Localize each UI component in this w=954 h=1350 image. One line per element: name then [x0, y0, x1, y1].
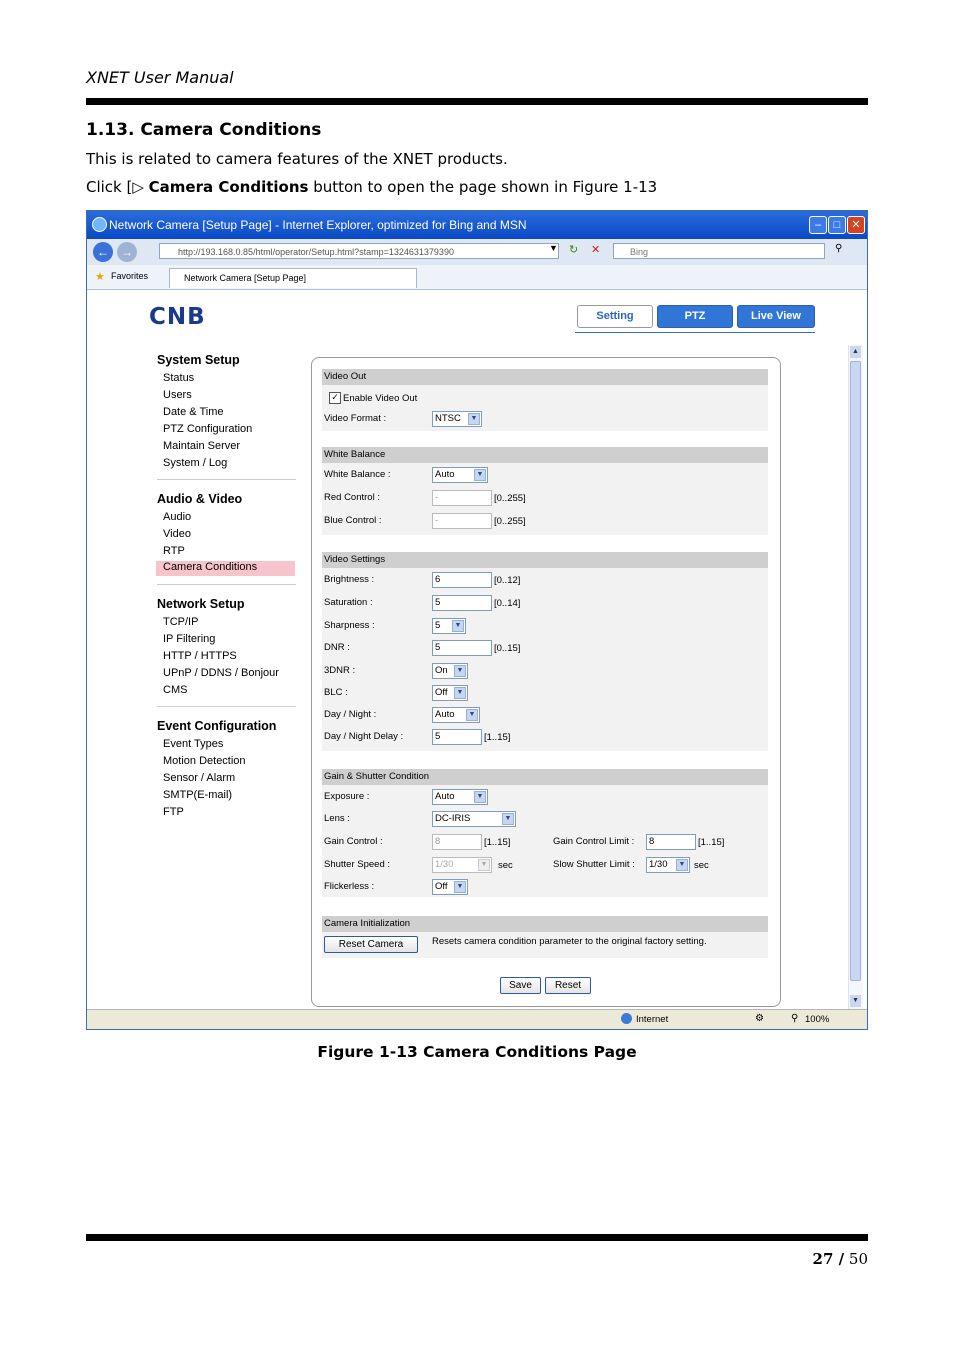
- sidebar-item-maintain-server[interactable]: Maintain Server: [163, 440, 241, 452]
- chevron-down-icon: ▼: [454, 881, 466, 893]
- search-box[interactable]: Bing: [613, 243, 825, 259]
- lens-value: DC-IRIS: [435, 813, 471, 824]
- gain-control-limit-label: Gain Control Limit :: [553, 836, 635, 847]
- scroll-thumb[interactable]: [850, 361, 861, 981]
- exposure-label: Exposure :: [324, 791, 370, 802]
- close-icon[interactable]: ✕: [847, 216, 865, 234]
- day-night-delay-input[interactable]: 5: [432, 729, 482, 745]
- section-video-settings: [322, 552, 768, 751]
- sidebar-item-sensor-alarm[interactable]: Sensor / Alarm: [163, 772, 236, 784]
- section-header: Camera Initialization: [322, 916, 768, 932]
- gain-control-label: Gain Control :: [324, 836, 383, 847]
- protected-mode-icon[interactable]: ⚙: [755, 1013, 764, 1024]
- shutter-speed-label: Shutter Speed :: [324, 859, 391, 870]
- nav-ptz-button[interactable]: PTZ: [657, 305, 733, 328]
- sidebar-group-event-configuration: Event Configuration: [157, 719, 277, 733]
- saturation-input[interactable]: 5: [432, 595, 492, 611]
- back-icon[interactable]: ←: [93, 242, 113, 262]
- nav-live-view-button[interactable]: Live View: [737, 305, 815, 328]
- white-balance-value: Auto: [435, 469, 455, 480]
- sidebar-group-network-setup: Network Setup: [157, 597, 245, 611]
- setup-page: [91, 291, 863, 1007]
- slow-shutter-unit: sec: [694, 860, 709, 871]
- camera-conditions-panel: [311, 357, 781, 1007]
- nav-underline: [575, 332, 815, 333]
- section-header: White Balance: [322, 447, 768, 463]
- blc-value: Off: [435, 687, 448, 698]
- white-balance-select[interactable]: [432, 467, 488, 483]
- chevron-down-icon: ▼: [474, 791, 486, 803]
- chevron-down-icon: ▼: [474, 469, 486, 481]
- sidebar-item-motion-detection[interactable]: Motion Detection: [163, 755, 246, 767]
- intro-text: This is related to camera features of the XNET products.: [86, 150, 508, 168]
- chevron-down-icon: ▼: [452, 620, 464, 632]
- red-control-label: Red Control :: [324, 492, 380, 503]
- sidebar-item-tcpip[interactable]: TCP/IP: [163, 616, 199, 628]
- sidebar-item-status[interactable]: Status: [163, 372, 195, 384]
- section-camera-initialization: [322, 916, 768, 958]
- 3dnr-select[interactable]: [432, 663, 468, 679]
- dnr-input[interactable]: 5: [432, 640, 492, 656]
- section-title: 1.13. Camera Conditions: [86, 120, 322, 140]
- sidebar-item-smtp[interactable]: SMTP(E-mail): [163, 789, 233, 801]
- lens-select[interactable]: [432, 811, 516, 827]
- window-title: Network Camera [Setup Page] - Internet Explorer, optimized for Bing and MSN: [109, 218, 527, 232]
- save-button[interactable]: Save: [500, 977, 541, 994]
- page-number: [700, 1250, 868, 1268]
- sidebar-item-video[interactable]: Video: [163, 528, 191, 540]
- footer-rule: [86, 1234, 868, 1241]
- page-scrollbar[interactable]: [848, 345, 863, 1009]
- sidebar-item-cms[interactable]: CMS: [163, 684, 188, 696]
- chevron-down-icon: ▼: [468, 413, 480, 425]
- blc-select[interactable]: [432, 685, 468, 701]
- flickerless-select[interactable]: [432, 879, 468, 895]
- gain-control-input[interactable]: 8: [432, 834, 482, 850]
- zoom-icon[interactable]: ⚲: [791, 1013, 799, 1024]
- saturation-label: Saturation :: [324, 597, 373, 608]
- sidebar-group-system-setup: System Setup: [157, 353, 240, 367]
- header-rule: [86, 98, 868, 105]
- shutter-speed-unit: sec: [498, 860, 513, 871]
- blue-control-label: Blue Control :: [324, 515, 382, 526]
- slow-shutter-limit-value: 1/30: [649, 859, 668, 870]
- forward-icon[interactable]: →: [117, 242, 137, 262]
- globe-icon: [621, 1013, 632, 1024]
- day-night-label: Day / Night :: [324, 709, 377, 720]
- sidebar-item-http-https[interactable]: HTTP / HTTPS: [163, 650, 237, 662]
- sidebar-item-audio[interactable]: Audio: [163, 511, 192, 523]
- click-suffix: button to open the page shown in Figure 1-13: [308, 178, 658, 196]
- red-control-input[interactable]: -: [432, 490, 492, 506]
- favorites-button[interactable]: Favorites: [111, 271, 149, 281]
- page-total: 50: [848, 1250, 868, 1268]
- click-prefix: Click [▷: [86, 178, 149, 196]
- video-format-select[interactable]: [432, 411, 482, 427]
- lens-label: Lens :: [324, 813, 350, 824]
- exposure-select[interactable]: [432, 789, 488, 805]
- browser-statusbar: [87, 1009, 867, 1030]
- blc-label: BLC :: [324, 687, 348, 698]
- maximize-icon[interactable]: □: [828, 216, 846, 234]
- click-instruction: [86, 178, 657, 196]
- red-control-range: [0..255]: [494, 493, 526, 504]
- section-header: Gain & Shutter Condition: [322, 769, 768, 785]
- sidebar-divider: [157, 706, 296, 707]
- ie-logo-icon: [92, 217, 107, 232]
- chevron-down-icon: ▼: [454, 665, 466, 677]
- section-header: Video Settings: [322, 552, 768, 568]
- status-zone: Internet: [636, 1014, 669, 1025]
- white-balance-label: White Balance :: [324, 469, 391, 480]
- sharpness-label: Sharpness :: [324, 620, 375, 631]
- chevron-down-icon: ▼: [454, 687, 466, 699]
- figure-caption: Figure 1-13 Camera Conditions Page: [317, 1043, 637, 1061]
- shutter-speed-value: 1/30: [435, 859, 454, 870]
- reset-button[interactable]: Reset: [545, 977, 591, 994]
- page-current: 27 /: [812, 1250, 845, 1268]
- sharpness-value: 5: [435, 620, 441, 631]
- enable-video-out-checkbox[interactable]: ✓: [329, 392, 341, 404]
- day-night-value: Auto: [435, 709, 455, 720]
- flickerless-value: Off: [435, 881, 448, 892]
- sidebar-item-upnp[interactable]: UPnP / DDNS / Bonjour: [163, 667, 279, 679]
- 3dnr-label: 3DNR :: [324, 665, 356, 676]
- manual-header: XNET User Manual: [86, 68, 234, 87]
- browser-screenshot: [86, 210, 868, 1030]
- flickerless-label: Flickerless :: [324, 881, 375, 892]
- 3dnr-value: On: [435, 665, 448, 676]
- reset-camera-button[interactable]: Reset Camera: [324, 936, 418, 953]
- chevron-down-icon: ▼: [466, 709, 478, 721]
- minimize-icon[interactable]: –: [809, 216, 827, 234]
- sidebar-divider: [157, 584, 296, 585]
- brightness-range: [0..12]: [494, 575, 521, 586]
- zoom-level[interactable]: 100%: [805, 1014, 830, 1025]
- scroll-up-icon[interactable]: ▲: [850, 346, 861, 358]
- sharpness-select[interactable]: [432, 618, 466, 634]
- favorites-row: [87, 265, 867, 290]
- exposure-value: Auto: [435, 791, 455, 802]
- blue-control-input[interactable]: -: [432, 513, 492, 529]
- gain-control-limit-input[interactable]: 8: [646, 834, 696, 850]
- brightness-input[interactable]: 6: [432, 572, 492, 588]
- chevron-down-icon: ▼: [676, 859, 688, 871]
- sidebar-item-users[interactable]: Users: [163, 389, 192, 401]
- browser-tab[interactable]: Network Camera [Setup Page]: [169, 268, 417, 288]
- gain-control-limit-range: [1..15]: [698, 837, 725, 848]
- gain-control-range: [1..15]: [484, 837, 511, 848]
- brightness-label: Brightness :: [324, 574, 375, 585]
- slow-shutter-limit-label: Slow Shutter Limit :: [553, 859, 635, 870]
- sidebar-item-ftp[interactable]: FTP: [163, 806, 184, 818]
- nav-setting-button[interactable]: Setting: [577, 305, 653, 328]
- saturation-range: [0..14]: [494, 598, 521, 609]
- sidebar-item-ptz-configuration[interactable]: PTZ Configuration: [163, 423, 253, 435]
- address-dropdown-icon[interactable]: ▼: [549, 243, 558, 253]
- day-night-delay-range: [1..15]: [484, 732, 511, 743]
- sidebar-item-system-log[interactable]: System / Log: [163, 457, 228, 469]
- video-format-value: NTSC: [435, 413, 461, 424]
- dnr-label: DNR :: [324, 642, 350, 653]
- sidebar-item-date-time[interactable]: Date & Time: [163, 406, 224, 418]
- reset-camera-description: Resets camera condition parameter to the original factory setting.: [432, 936, 707, 947]
- enable-video-out-label: Enable Video Out: [343, 393, 418, 404]
- chevron-down-icon: ▼: [502, 813, 514, 825]
- address-bar[interactable]: http://193.168.0.85/html/operator/Setup.html?stamp=1324631379390: [159, 243, 559, 259]
- slow-shutter-limit-select[interactable]: [646, 857, 690, 873]
- sidebar-item-event-types[interactable]: Event Types: [163, 738, 224, 750]
- window-titlebar: [87, 211, 867, 239]
- scroll-down-icon[interactable]: ▼: [850, 995, 861, 1007]
- video-format-label: Video Format :: [324, 413, 387, 424]
- cnb-logo: CNB: [149, 304, 206, 330]
- sidebar-item-camera-conditions[interactable]: Camera Conditions: [156, 561, 295, 576]
- refresh-icon[interactable]: ↻: [569, 244, 579, 256]
- section-white-balance: [322, 447, 768, 535]
- dnr-range: [0..15]: [494, 643, 521, 654]
- search-icon[interactable]: ⚲: [835, 243, 843, 254]
- chevron-down-icon: ▼: [478, 859, 490, 871]
- sidebar-divider: [157, 479, 296, 480]
- section-gain-shutter: [322, 769, 768, 897]
- sidebar-item-rtp[interactable]: RTP: [163, 545, 185, 557]
- sidebar-item-ip-filtering[interactable]: IP Filtering: [163, 633, 216, 645]
- address-row: [87, 239, 867, 266]
- section-header: Video Out: [322, 369, 768, 385]
- favorites-star-icon: ★: [95, 271, 105, 283]
- shutter-speed-select[interactable]: [432, 857, 492, 873]
- blue-control-range: [0..255]: [494, 516, 526, 527]
- day-night-delay-label: Day / Night Delay :: [324, 731, 404, 742]
- stop-icon[interactable]: ✕: [591, 244, 601, 256]
- section-video-out: [322, 369, 768, 431]
- day-night-select[interactable]: [432, 707, 480, 723]
- sidebar-group-audio-video: Audio & Video: [157, 492, 243, 506]
- click-bold: Camera Conditions: [148, 178, 309, 196]
